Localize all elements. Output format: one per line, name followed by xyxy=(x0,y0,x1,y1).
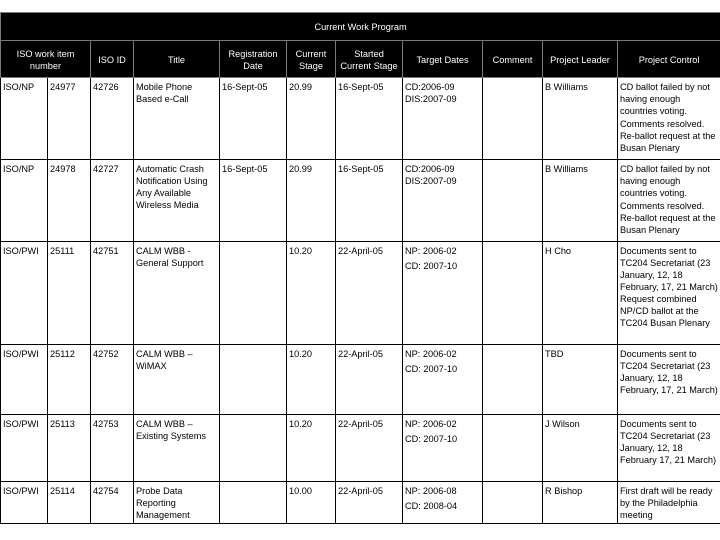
target-date-1: NP: 2006-02 xyxy=(405,246,457,256)
table-row xyxy=(1,242,720,345)
project-control-note-1: CD ballot failed by not having enough countries voting. xyxy=(620,164,710,198)
cell-work-item: 25114 xyxy=(48,482,91,524)
cell-project-leader: B Williams xyxy=(543,160,618,242)
cell-project-control xyxy=(618,160,720,242)
cell-work-item: 25112 xyxy=(48,345,91,415)
project-control-note-1: First draft will be ready by the Philadelphia meeting xyxy=(620,486,713,520)
cell-target-dates xyxy=(403,482,483,524)
cell-current-stage: 10.00 xyxy=(287,482,336,524)
target-date-2: CD: 2007-10 xyxy=(405,261,458,271)
cell-current-stage: 10.20 xyxy=(287,345,336,415)
target-date-2: CD: 2008-04 xyxy=(405,501,458,511)
cell-prefix: ISO/PWI xyxy=(1,242,48,345)
cell-project-control xyxy=(618,482,720,524)
cell-started: 16-Sept-05 xyxy=(336,78,403,160)
target-date-2: DIS:2007-09 xyxy=(405,94,457,104)
cell-comment xyxy=(483,345,543,415)
cell-iso-id: 42726 xyxy=(91,78,134,160)
cell-registration-date: 16-Sept-05 xyxy=(220,78,287,160)
project-control-note-1: Documents sent to TC204 Secretariat (23 January, 12, 18 February, 17, 21 March) xyxy=(620,246,718,292)
target-date-1: CD:2006-09 xyxy=(405,164,455,174)
header-title: Title xyxy=(134,41,220,78)
header-iso-id: ISO ID xyxy=(91,41,134,78)
header-started-current-stage: Started Current Stage xyxy=(336,41,403,78)
cell-prefix: ISO/PWI xyxy=(1,345,48,415)
cell-comment xyxy=(483,482,543,524)
table-title: Current Work Program xyxy=(1,13,720,41)
cell-prefix: ISO/NP xyxy=(1,160,48,242)
cell-started: 22-April-05 xyxy=(336,482,403,524)
cell-target-dates xyxy=(403,345,483,415)
cell-registration-date xyxy=(220,482,287,524)
header-iso-work-item: ISO work item number xyxy=(1,41,91,78)
cell-work-item: 25111 xyxy=(48,242,91,345)
cell-work-item: 24978 xyxy=(48,160,91,242)
target-date-1: NP: 2006-02 xyxy=(405,349,457,359)
cell-iso-id: 42751 xyxy=(91,242,134,345)
cell-current-stage: 20.99 xyxy=(287,160,336,242)
cell-project-control xyxy=(618,242,720,345)
cell-started: 22-April-05 xyxy=(336,242,403,345)
cell-current-stage: 20.99 xyxy=(287,78,336,160)
cell-prefix: ISO/PWI xyxy=(1,482,48,524)
cell-comment xyxy=(483,78,543,160)
cell-current-stage: 10.20 xyxy=(287,415,336,482)
cell-started: 22-April-05 xyxy=(336,415,403,482)
work-program-table xyxy=(0,12,720,524)
cell-project-leader: J Wilson xyxy=(543,415,618,482)
cell-started: 22-April-05 xyxy=(336,345,403,415)
header-comment: Comment xyxy=(483,41,543,78)
project-control-note-1: CD ballot failed by not having enough countries voting. xyxy=(620,82,710,116)
table-title-row xyxy=(1,13,720,41)
target-date-1: NP: 2006-08 xyxy=(405,486,457,496)
cell-comment xyxy=(483,242,543,345)
cell-prefix: ISO/PWI xyxy=(1,415,48,482)
cell-project-leader: B Williams xyxy=(543,78,618,160)
target-date-2: DIS:2007-09 xyxy=(405,176,457,186)
cell-title: CALM WBB – WiMAX xyxy=(134,345,220,415)
table-row xyxy=(1,415,720,482)
cell-target-dates xyxy=(403,78,483,160)
target-date-1: NP: 2006-02 xyxy=(405,419,457,429)
table-row xyxy=(1,482,720,524)
project-control-note-2: Comments resolved. Re-ballot request at the Busan Plenary xyxy=(620,201,716,235)
cell-current-stage: 10.20 xyxy=(287,242,336,345)
cell-iso-id: 42752 xyxy=(91,345,134,415)
cell-project-control xyxy=(618,345,720,415)
project-control-note-2: Request combined NP/CD ballot at the TC204 Busan Plenary xyxy=(620,294,710,328)
cell-registration-date xyxy=(220,345,287,415)
target-date-2: CD: 2007-10 xyxy=(405,364,458,374)
cell-title: Mobile Phone Based e-Call xyxy=(134,78,220,160)
header-project-control: Project Control xyxy=(618,41,720,78)
cell-registration-date xyxy=(220,242,287,345)
cell-title: CALM WBB - General Support xyxy=(134,242,220,345)
cell-project-leader: TBD xyxy=(543,345,618,415)
table-header-row xyxy=(1,41,720,78)
table-row xyxy=(1,78,720,160)
cell-project-leader: H Cho xyxy=(543,242,618,345)
cell-target-dates xyxy=(403,160,483,242)
cell-work-item: 24977 xyxy=(48,78,91,160)
cell-work-item: 25113 xyxy=(48,415,91,482)
cell-registration-date xyxy=(220,415,287,482)
cell-iso-id: 42754 xyxy=(91,482,134,524)
cell-registration-date: 16-Sept-05 xyxy=(220,160,287,242)
cell-title: Automatic Crash Notification Using Any Available Wireless Media xyxy=(134,160,220,242)
cell-title: Probe Data Reporting Management xyxy=(134,482,220,524)
target-date-1: CD:2006-09 xyxy=(405,82,455,92)
header-project-leader: Project Leader xyxy=(543,41,618,78)
table-row xyxy=(1,160,720,242)
table-row xyxy=(1,345,720,415)
cell-iso-id: 42727 xyxy=(91,160,134,242)
cell-prefix: ISO/NP xyxy=(1,78,48,160)
cell-title: CALM WBB – Existing Systems xyxy=(134,415,220,482)
header-registration-date: Registration Date xyxy=(220,41,287,78)
target-date-2: CD: 2007-10 xyxy=(405,434,458,444)
project-control-note-1: Documents sent to TC204 Secretariat (23 January, 12, 18 February, 17, 21 March) xyxy=(620,349,718,395)
cell-target-dates xyxy=(403,242,483,345)
cell-project-control xyxy=(618,78,720,160)
cell-started: 16-Sept-05 xyxy=(336,160,403,242)
cell-project-control xyxy=(618,415,720,482)
cell-comment xyxy=(483,160,543,242)
cell-target-dates xyxy=(403,415,483,482)
cell-comment xyxy=(483,415,543,482)
project-control-note-1: Documents sent to TC204 Secretariat (23 January, 12, 18 February 17, 21 March) xyxy=(620,419,716,465)
cell-project-leader: R Bishop xyxy=(543,482,618,524)
header-current-stage: Current Stage xyxy=(287,41,336,78)
header-target-dates: Target Dates xyxy=(403,41,483,78)
cell-iso-id: 42753 xyxy=(91,415,134,482)
project-control-note-2: Comments resolved. Re-ballot request at the Busan Plenary xyxy=(620,119,716,153)
